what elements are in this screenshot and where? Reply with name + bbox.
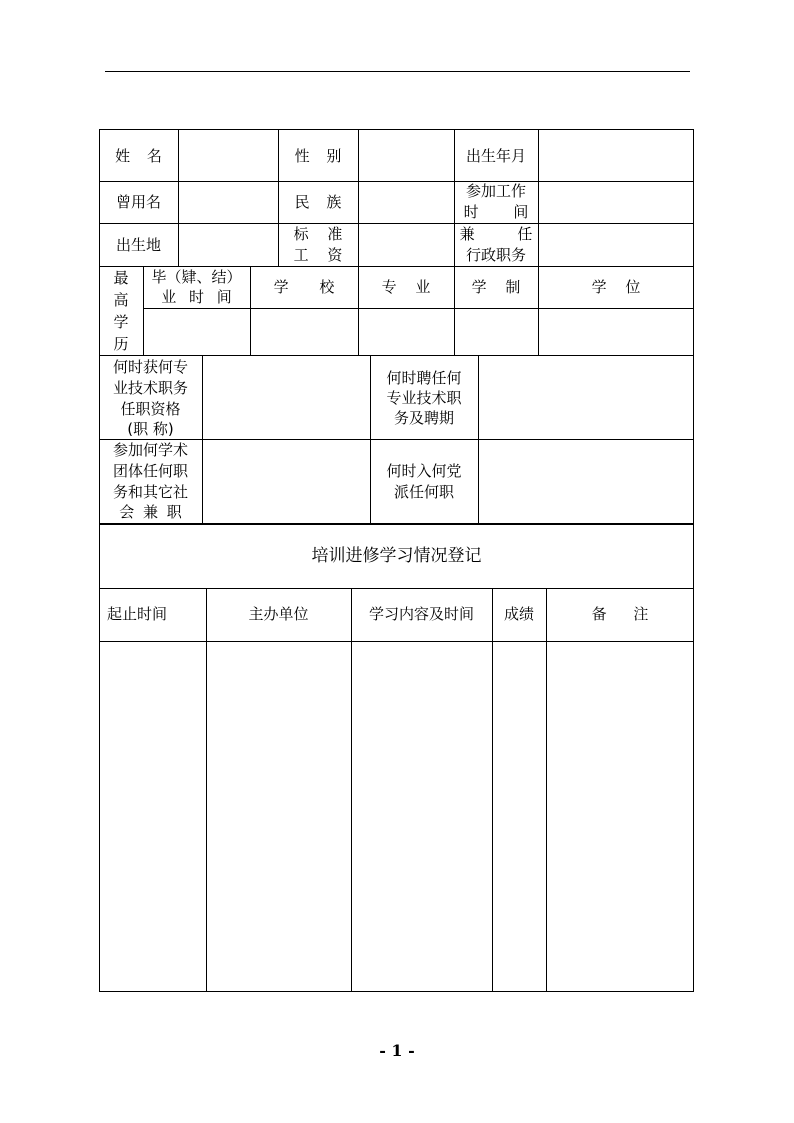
page-number: - 1 - bbox=[379, 1041, 415, 1060]
row-divider bbox=[99, 181, 694, 182]
birth-date-label: 出生年月 bbox=[465, 147, 526, 165]
title-qualification-label: (职 称) bbox=[127, 420, 174, 438]
row-divider bbox=[99, 223, 694, 224]
edu-side-char: 学 bbox=[113, 313, 129, 331]
training-header-organizer: 主办单位 bbox=[248, 605, 309, 623]
header-rule bbox=[105, 71, 690, 72]
ethnicity-label: 民 族 bbox=[294, 193, 342, 211]
name-label: 姓 名 bbox=[115, 147, 162, 165]
gender-label: 性 别 bbox=[294, 147, 342, 165]
former-name-label: 曾用名 bbox=[115, 193, 161, 211]
society-roles-label: 务和其它社 bbox=[112, 483, 188, 501]
work-start-label-2: 时 间 bbox=[463, 203, 529, 221]
section-divider bbox=[99, 523, 694, 525]
salary-label-1: 标 准 bbox=[293, 225, 343, 243]
major-label: 专 业 bbox=[381, 278, 431, 296]
training-header-period: 起止时间 bbox=[106, 605, 167, 623]
work-start-label-1: 参加工作 bbox=[465, 182, 526, 200]
salary-label-2: 工 资 bbox=[293, 246, 343, 264]
training-header-content: 学习内容及时间 bbox=[368, 605, 474, 623]
col-divider bbox=[178, 129, 179, 266]
edu-side-char: 最 bbox=[113, 269, 129, 287]
graduation-label-1: 毕（肄、结） bbox=[151, 268, 242, 286]
society-roles-label: 团体任何职 bbox=[112, 462, 188, 480]
training-header-remarks: 备 注 bbox=[591, 605, 649, 623]
society-roles-label: 参加何学术 bbox=[112, 441, 188, 459]
concurrent-post-label-1: 兼 任 bbox=[459, 225, 533, 243]
society-roles-label: 会 兼 职 bbox=[119, 503, 182, 521]
concurrent-post-label-2: 行政职务 bbox=[465, 246, 526, 264]
birthplace-label: 出生地 bbox=[115, 236, 161, 254]
row-divider bbox=[99, 641, 694, 642]
training-header-score: 成绩 bbox=[503, 605, 534, 623]
col-divider bbox=[206, 588, 207, 992]
row-divider bbox=[143, 308, 694, 309]
row-divider bbox=[99, 588, 694, 589]
col-divider bbox=[538, 129, 539, 266]
title-appointment-label: 务及聘期 bbox=[393, 409, 454, 427]
training-section-title: 培训进修学习情况登记 bbox=[311, 546, 482, 566]
edu-side-char: 历 bbox=[113, 335, 129, 353]
graduation-label-2: 业 时 间 bbox=[161, 288, 232, 306]
row-divider bbox=[99, 355, 694, 356]
duration-label: 学 制 bbox=[471, 278, 521, 296]
col-divider bbox=[492, 588, 493, 992]
col-divider bbox=[358, 129, 359, 266]
col-divider bbox=[478, 355, 479, 523]
degree-label: 学 位 bbox=[591, 278, 641, 296]
title-qualification-label: 何时获何专 bbox=[112, 358, 188, 376]
col-divider bbox=[546, 588, 547, 992]
party-label: 何时入何党 bbox=[386, 462, 462, 480]
col-divider bbox=[202, 355, 203, 523]
party-label: 派任何职 bbox=[393, 483, 454, 501]
title-qualification-label: 业技术职务 bbox=[112, 379, 188, 397]
title-appointment-label: 何时聘任何 bbox=[386, 369, 462, 387]
edu-side-char: 高 bbox=[113, 291, 129, 309]
col-divider bbox=[351, 588, 352, 992]
title-appointment-label: 专业技术职 bbox=[386, 389, 462, 407]
title-qualification-label: 任职资格 bbox=[120, 400, 181, 418]
school-label: 学 校 bbox=[273, 278, 335, 296]
